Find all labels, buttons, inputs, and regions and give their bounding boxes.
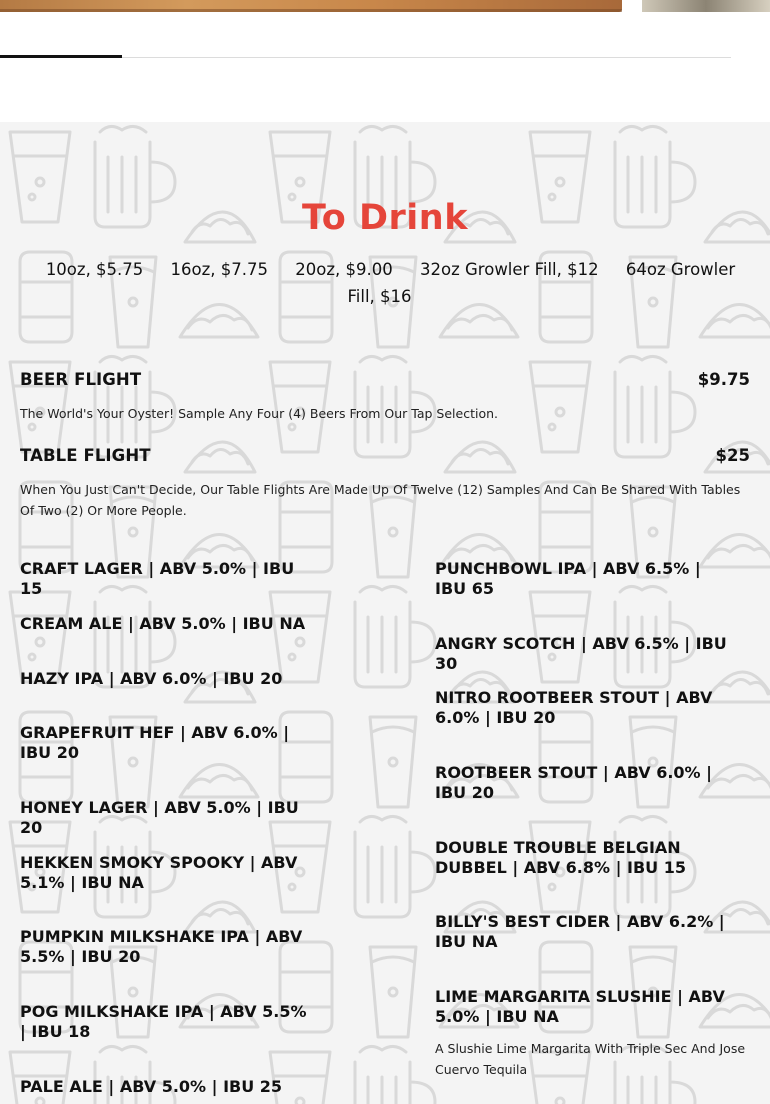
- beer-item: HAZY IPA | ABV 6.0% | IBU 20: [20, 669, 283, 688]
- beer-item: NITRO ROOTBEER STOUT | ABV 6.0% | IBU 20: [435, 688, 713, 727]
- section-title: To Drink: [302, 198, 468, 238]
- beer-item: CREAM ALE | ABV 5.0% | IBU NA: [20, 614, 306, 633]
- beer-item: PALE ALE | ABV 5.0% | IBU 25: [20, 1077, 283, 1096]
- item-price: $25: [715, 446, 750, 465]
- menu-item-table-flight: [20, 446, 750, 465]
- item-price: $9.75: [697, 370, 750, 389]
- menu-item-beer-flight: [20, 370, 750, 389]
- food-photo-left[interactable]: [0, 0, 622, 12]
- beer-item: ANGRY SCOTCH | ABV 6.5% | IBU 30: [435, 634, 727, 673]
- beer-item: PUNCHBOWL IPA | ABV 6.5% | IBU 65: [435, 559, 701, 598]
- tab-active-indicator[interactable]: [0, 55, 122, 58]
- size-option: 16oz, $7.75: [170, 260, 269, 279]
- beer-item: BILLY'S BEST CIDER | ABV 6.2% | IBU NA: [435, 912, 725, 951]
- beer-item: CRAFT LAGER | ABV 5.0% | IBU 15: [20, 559, 295, 598]
- beer-item: HONEY LAGER | ABV 5.0% | IBU 20: [20, 798, 299, 837]
- beer-item: HEKKEN SMOKY SPOOKY | ABV 5.1% | IBU NA: [20, 853, 298, 892]
- food-photo-right[interactable]: [642, 0, 770, 12]
- pour-sizes: [20, 256, 750, 310]
- beer-item: GRAPEFRUIT HEF | ABV 6.0% | IBU 20: [20, 723, 290, 762]
- size-option: 10oz, $5.75: [45, 260, 144, 279]
- item-description: The World's Your Oyster! Sample Any Four (4) Beers From Our Tap Selection.: [20, 406, 498, 421]
- item-name: TABLE FLIGHT: [20, 446, 151, 465]
- size-option: 20oz, $9.00: [295, 260, 393, 279]
- item-description: When You Just Can't Decide, Our Table Flights Are Made Up Of Twelve (12) Samples And Can Be Shared With Tables Of Two (2) Or More People.: [20, 482, 741, 518]
- beer-item: PUMPKIN MILKSHAKE IPA | ABV 5.5% | IBU 20: [20, 927, 303, 966]
- beer-item: DOUBLE TROUBLE BELGIAN DUBBEL | ABV 6.8% | IBU 15: [435, 838, 686, 877]
- beer-description: A Slushie Lime Margarita With Triple Sec And Jose Cuervo Tequila: [435, 1041, 746, 1077]
- beer-item: ROOTBEER STOUT | ABV 6.0% | IBU 20: [435, 763, 712, 802]
- header-image-strip: [0, 0, 770, 12]
- beer-item: LIME MARGARITA SLUSHIE | ABV 5.0% | IBU NA: [435, 987, 725, 1026]
- size-option: 64oz Growler Fill, $16: [347, 260, 736, 306]
- item-name: BEER FLIGHT: [20, 370, 142, 389]
- size-option: 32oz Growler Fill, $12: [420, 260, 599, 279]
- beer-item: POG MILKSHAKE IPA | ABV 5.5% | IBU 18: [20, 1002, 307, 1041]
